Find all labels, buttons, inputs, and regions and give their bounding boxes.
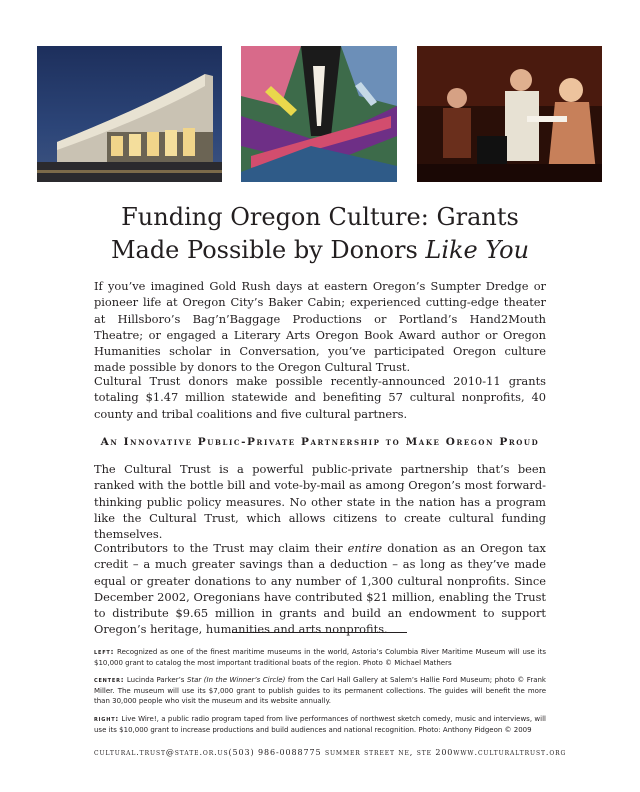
partnership-paragraph: The Cultural Trust is a powerful public-private partnership that’s been ranked with the bottle bill and vote-by-mail as among Oregon’s most forward-thinking public policy measures. No other state in the nation has a program like the Cultural Trust, which allows citizens to create cultural funding themselves. [94,462,546,542]
section-subhead: An Innovative Public-Private Partnership to Make Oregon Proud [100,436,540,448]
caption-divider [232,632,407,633]
tax-credit-text-a: Contributors to the Trust may claim their [94,541,348,555]
caption-right-label: right: [94,715,120,723]
page-title [40,201,600,267]
title-line-2-italic: Like You [425,236,530,264]
maritime-museum-image [37,46,222,182]
caption-right [94,714,546,735]
footer-website[interactable]: www.culturaltrust.org [453,748,567,757]
caption-center-label: center: [94,676,125,684]
live-wire-image [417,46,602,182]
caption-left-text: Recognized as one of the finest maritime museums in the world, Astoria’s Columbia River Maritime Museum will use its $10,000 grant to catalog the most important traditional boats of the region. Photo © Michael Mathers [94,648,546,667]
contact-footer [94,748,567,757]
tax-credit-text-b: donation as an Oregon tax credit – a much greater savings than a deduction – as long as they’ve made equal or greater donations to any number of 1,300 cultural nonprofits. Since December 2002, Oregonians have contributed $21 million, enabling the Trust to distribute $9.65 million in grants and build an endowment to support Oregon’s heritage, humanities and arts nonprofits. [94,541,546,637]
photo-maritime-museum [37,46,222,182]
caption-center-text-b: from the Carl Hall Gallery at Salem’s Hallie Ford Museum; photo © Frank Miller. The museum will use its $7,000 grant to publish guides to its permanent collections. The guides will benefit the more than 30,000 people who visit the museum and its website annually. [94,676,546,705]
caption-center-text-a: Lucinda Parker’s [124,676,187,684]
footer-email[interactable]: cultural.trust@state.or.us [94,748,229,757]
tax-credit-paragraph [94,540,546,638]
intro-paragraph: If you’ve imagined Gold Rush days at eastern Oregon’s Sumpter Dredge or pioneer life at Oregon City’s Baker Cabin; experienced cutting-edge theater at Hillsboro’s Bag’n’Baggage Productions or Portland’s Hand2Mouth Theatre; or engaged a Literary Arts Oregon Book Award author or Oregon Humanities scholar in Conversation, you’ve participated Oregon culture made possible by donors to the Oregon Cultural Trust. [94,279,546,375]
caption-center [94,675,546,707]
title-line-2: Made Possible by Donors [110,236,426,264]
title-line-1: Funding Oregon Culture: Grants [121,203,519,231]
photo-parker-painting [241,46,397,182]
painting-image [241,46,397,182]
tax-credit-emphasis: entire [347,541,383,555]
caption-left [94,647,546,668]
footer-address: 775 summer street ne, ste 200 [303,748,454,757]
caption-center-artwork-title: Star (In the Winner’s Circle) [186,676,286,684]
footer-phone: (503) 986-0088 [228,748,304,757]
grants-paragraph: Cultural Trust donors make possible recently-announced 2010-11 grants totaling $1.47 million statewide and benefiting 57 cultural nonprofits, 40 county and tribal coalitions and five cultural partners. [94,374,546,421]
caption-left-label: left: [94,648,115,656]
photo-live-wire-performance [417,46,602,182]
caption-right-text: Live Wire!, a public radio program taped from live performances of northwest sketch comedy, music and interviews, will use its $10,000 grant to increase productions and build audiences and national recognition. Photo: Anthony Pidgeon © 2009 [94,715,546,734]
